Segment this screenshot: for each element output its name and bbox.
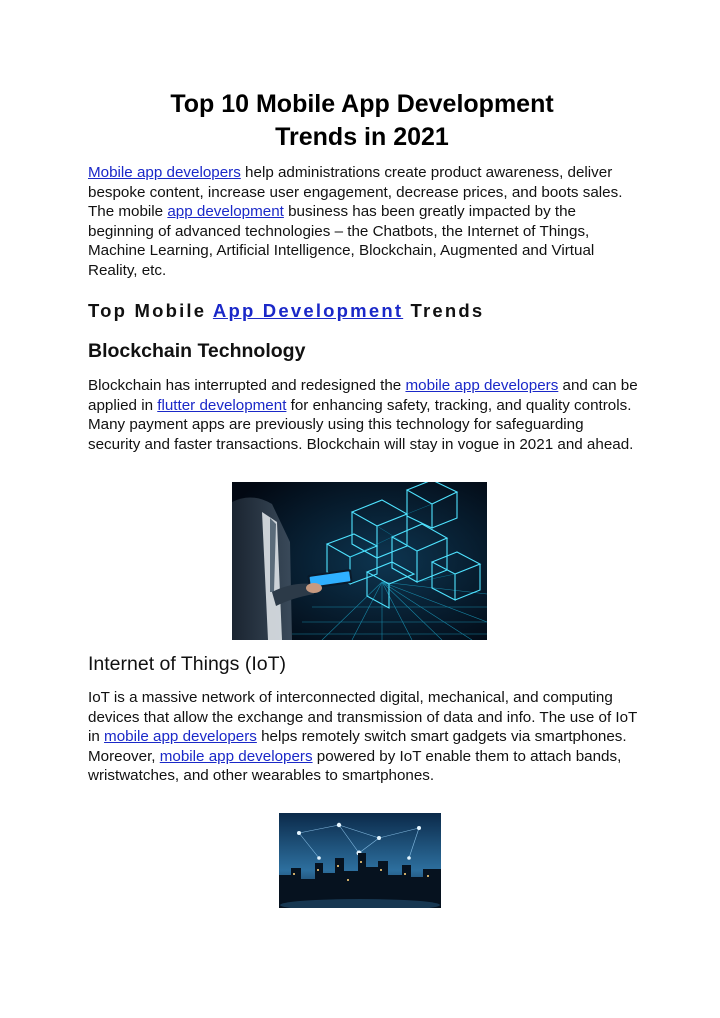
intro-paragraph — [88, 163, 640, 281]
blockchain-text-1: Blockchain has interrupted and redesigned the — [88, 377, 406, 394]
intro-text-1: help administrations create product awareness, deliver bespoke content, increase user engagement, decrease prices, and boots sales. The mobile — [88, 164, 623, 221]
page-title-line1: Top 10 Mobile App Development — [170, 90, 554, 118]
app-development-heading-link[interactable]: App Development — [212, 300, 404, 321]
smart-city-image — [279, 813, 441, 908]
intro-text-2: business has been greatly impacted by the beginning of advanced technologies – the Chatbots, the Internet of Things, Machine Learning, Artificial Intelligence, Blockchain, Augmented and Virtual Reality, etc. — [88, 203, 595, 279]
iot-paragraph — [88, 688, 640, 786]
page-title — [58, 88, 666, 154]
blockchain-cubes-image — [232, 482, 487, 640]
iot-mobile-app-developers-link-1[interactable]: mobile app developers — [104, 728, 257, 746]
section-heading-before: Top Mobile — [88, 300, 213, 321]
iot-text-3: powered by IoT enable them to attach bands, wristwatches, and other wearables to smartphones. — [88, 747, 622, 785]
section-heading-after: Trends — [403, 300, 485, 321]
blockchain-paragraph — [88, 376, 640, 454]
mobile-app-developers-link[interactable]: Mobile app developers — [88, 164, 241, 181]
iot-heading: Internet of Things (IoT) — [88, 653, 286, 675]
section-heading — [88, 300, 484, 322]
iot-text-2: helps remotely switch smart gadgets via smartphones. Moreover, — [88, 728, 627, 765]
page-title-line2: Trends in 2021 — [275, 123, 449, 151]
blockchain-mobile-app-developers-link[interactable]: mobile app developers — [405, 377, 559, 394]
blockchain-text-3: for enhancing safety, tracking, and quality controls. Many payment apps are previously using this technology for safeguarding security and faster transactions. Blockchain will stay in vogue in 2021 and ahead. — [88, 396, 634, 453]
app-development-link[interactable]: app development — [167, 203, 284, 221]
flutter-development-link[interactable]: flutter development — [157, 396, 287, 414]
blockchain-text-2: and can be applied in — [88, 377, 638, 414]
iot-text-1: IoT is a massive network of interconnected digital, mechanical, and computing devices that allow the exchange and transmission of data and info. The use of IoT in — [88, 689, 638, 746]
blockchain-heading: Blockchain Technology — [88, 340, 306, 362]
iot-mobile-app-developers-link-2[interactable]: mobile app developers — [159, 747, 313, 765]
